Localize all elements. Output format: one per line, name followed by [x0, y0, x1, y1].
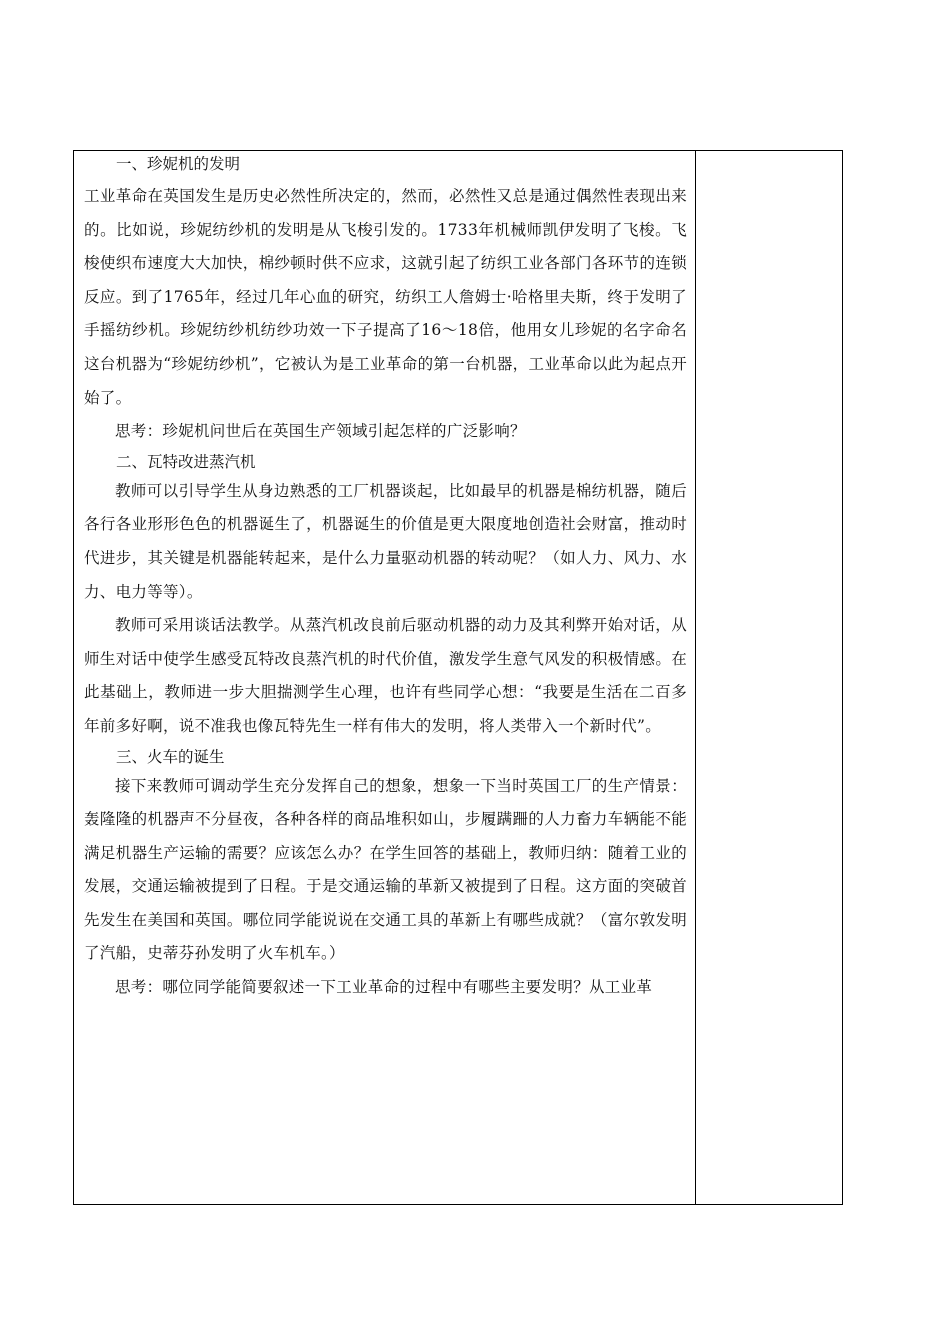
content-cell — [74, 151, 696, 1204]
paragraph-steam-engine-2: 教师可采用谈话法教学。从蒸汽机改良前后驱动机器的动力及其利弊开始对话，从师生对话中使学生感受瓦特改良蒸汽机的时代价值，激发学生意气风发的积极情感。在此基础上，教师进一步大胆揣测学生心理，也许有些同学心想：“我要是生活在二百多年前多好啊，说不准我也像瓦特先生一样有伟大的发明，将人类带入一个新时代”。 — [84, 616, 687, 735]
paragraph-train: 接下来教师可调动学生充分发挥自己的想象，想象一下当时英国工厂的生产情景：轰隆隆的机器声不分昼夜，各种各样的商品堆积如山，步履蹒跚的人力畜力车辆能不能满足机器生产运输的需要？应该怎么办？在学生回答的基础上，教师归纳：随着工业的发展，交通运输被提到了日程。于是交通运输的革新又被提到了日程。这方面的突破首先发生在美国和英国。哪位同学能说说在交通工具的革新上有哪些成就？（富尔敦发明了汽船，史蒂芬孙发明了火车机车。） — [84, 776, 687, 963]
section-heading-spinning-jenny: 一、珍妮机的发明 — [116, 155, 241, 173]
lesson-table — [73, 150, 843, 1205]
paragraph-steam-engine-1: 教师可以引导学生从身边熟悉的工厂机器谈起，比如最早的机器是棉纺机器，随后各行各业形形色色的机器诞生了，机器诞生的价值是更大限度地创造社会财富，推动时代进步，其关键是机器能转起来，是什么力量驱动机器的转动呢？（如人力、风力、水力、电力等等）。 — [84, 481, 687, 601]
think-question-1: 思考：珍妮机问世后在英国生产领域引起怎样的广泛影响？ — [115, 422, 526, 441]
section-heading-train: 三、火车的诞生 — [116, 747, 225, 766]
section-heading-steam-engine: 二、瓦特改进蒸汽机 — [116, 452, 256, 471]
think-question-2: 思考：哪位同学能简要叙述一下工业革命的过程中有哪些主要发明？从工业革 — [115, 978, 653, 997]
notes-cell — [696, 151, 842, 1204]
paragraph-spinning-jenny: 工业革命在英国发生是历史必然性所决定的，然而，必然性又总是通过偶然性表现出来的。比如说，珍妮纺纱机的发明是从飞梭引发的。1733年机械师凯伊发明了飞梭。飞梭使织布速度大大加快，棉纱顿时供不应求，这就引起了纺织工业各部门各环节的连锁反应。到了1765年，经过几年心血的研究，纺织工人詹姆士·哈格里夫斯，终于发明了手摇纺纱机。珍妮纺纱机纺纱功效一下子提高了16～18倍，他用女儿珍妮的名字命名这台机器为“珍妮纺纱机”，它被认为是工业革命的第一台机器，工业革命以此为起点开始了。 — [84, 187, 687, 407]
